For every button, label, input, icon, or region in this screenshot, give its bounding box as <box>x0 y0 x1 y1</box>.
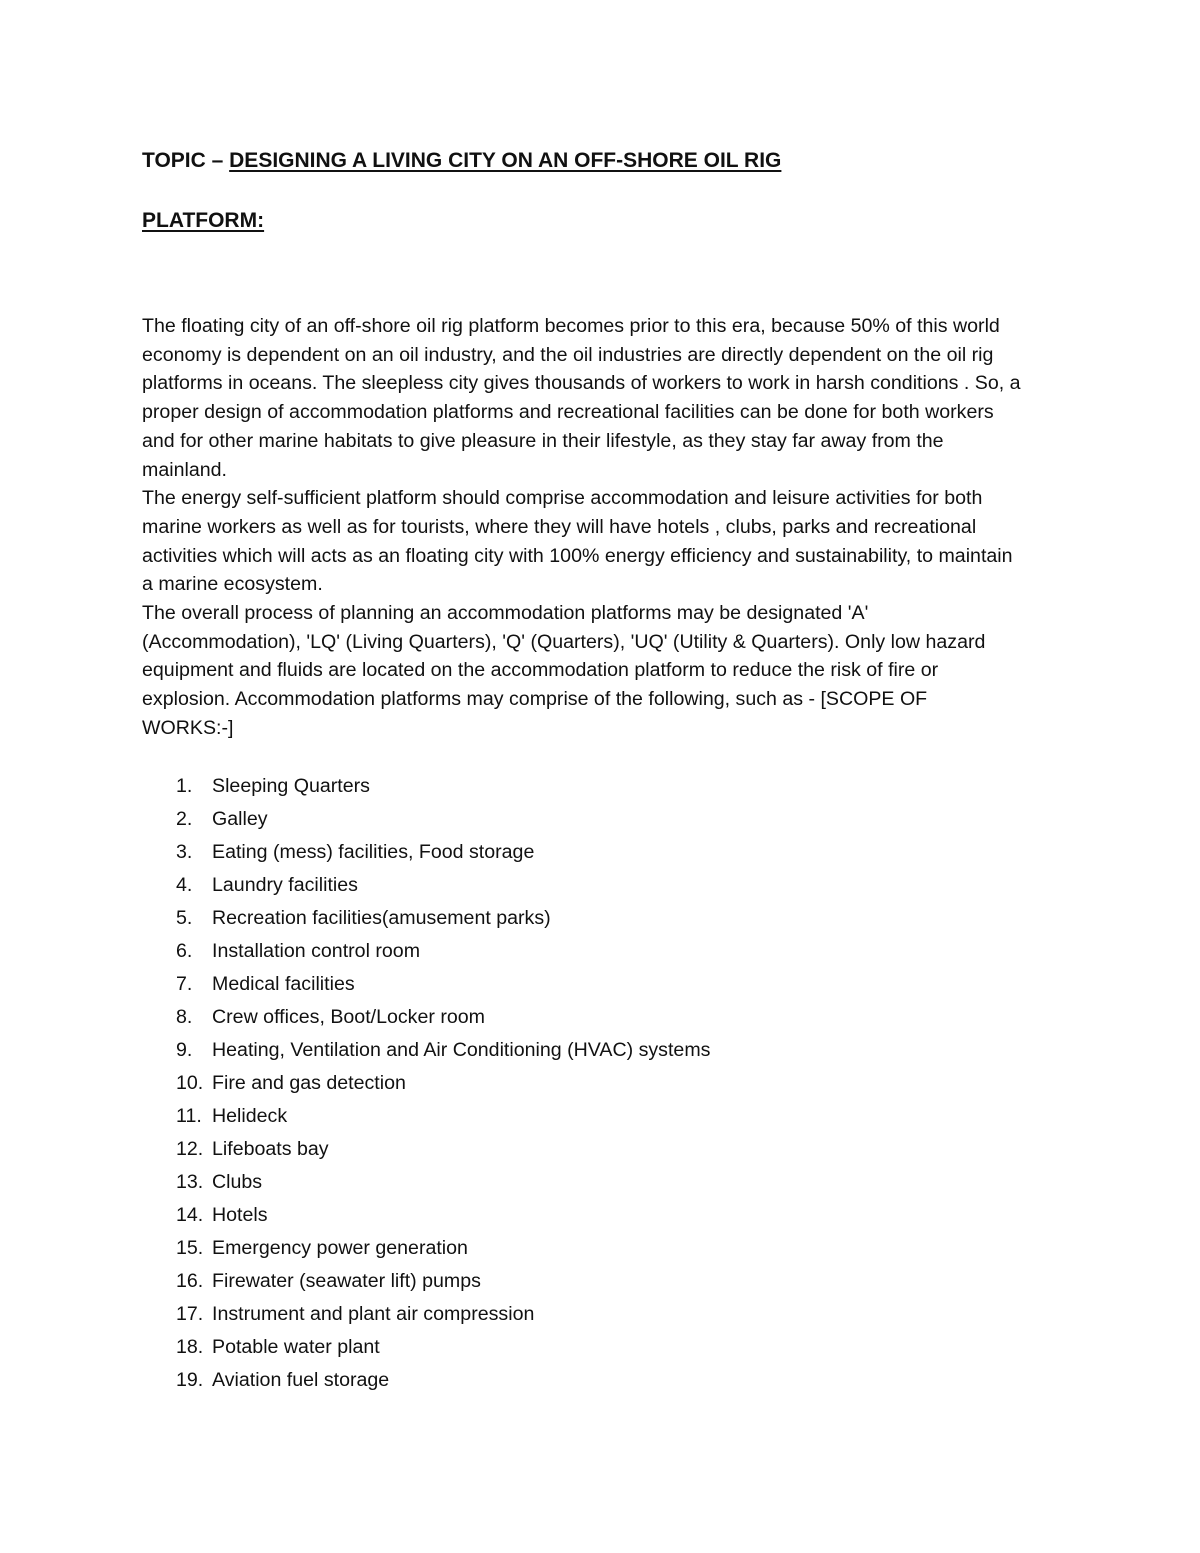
list-item <box>142 968 1022 1001</box>
list-item <box>142 1133 1022 1166</box>
list-item-text: Instrument and plant air compression <box>212 1303 535 1325</box>
title-line-2 <box>142 206 1082 236</box>
list-item-text: Firewater (seawater lift) pumps <box>212 1270 481 1292</box>
list-item-number: 3. <box>176 841 193 863</box>
list-item-number: 8. <box>176 1006 193 1028</box>
list-item <box>142 869 1022 902</box>
list-item-number: 1. <box>176 775 193 797</box>
paragraph: The energy self-sufficient platform should comprise accommodation and leisure activities for both marine workers as well as for tourists, where they will have hotels , clubs, parks and recreational activities which will acts as an floating city with 100% energy efficiency and sustainability, to maintain a marine ecosystem. <box>142 487 1013 596</box>
paragraph: The overall process of planning an accommodation platforms may be designated 'A' (Accommodation), 'LQ' (Living Quarters), 'Q' (Quarters), 'UQ' (Utility & Quarters). Only low hazard equipment and fluids are located on the accommodation platform to reduce the risk of fire or explosion. Accommodation platforms may comprise of the following, such as - [SCOPE OF WORKS:-] <box>142 602 986 739</box>
list-item-number: 15. <box>176 1237 204 1259</box>
list-item-number: 10. <box>176 1072 204 1094</box>
list-item <box>142 1265 1022 1298</box>
list-item-number: 12. <box>176 1138 204 1160</box>
list-item-number: 6. <box>176 940 193 962</box>
title-prefix: TOPIC – <box>142 149 230 172</box>
list-item <box>142 1100 1022 1133</box>
document-title <box>142 146 1082 236</box>
list-item-number: 13. <box>176 1171 204 1193</box>
list-item <box>142 935 1022 968</box>
title-line-1 <box>142 146 1082 176</box>
list-item-number: 4. <box>176 874 193 896</box>
scope-of-works-list <box>142 770 1022 1397</box>
list-item-text: Heating, Ventilation and Air Conditioning (HVAC) systems <box>212 1039 711 1061</box>
paragraph: The floating city of an off-shore oil rig platform becomes prior to this era, because 50% of this world economy is dependent on an oil industry, and the oil industries are directly dependent on the oil rig platforms in oceans. The sleepless city gives thousands of workers to work in harsh conditions . So, a proper design of accommodation platforms and recreational facilities can be done for both workers and for other marine habitats to give pleasure in their lifestyle, as they stay far away from the mainland. <box>142 315 1021 481</box>
list-item-text: Recreation facilities(amusement parks) <box>212 907 551 929</box>
list-item <box>142 902 1022 935</box>
list-item-number: 5. <box>176 907 193 929</box>
list-item-number: 11. <box>176 1105 202 1127</box>
list-item-text: Crew offices, Boot/Locker room <box>212 1006 485 1028</box>
list-item <box>142 1001 1022 1034</box>
list-item-text: Potable water plant <box>212 1336 380 1358</box>
list-item-text: Lifeboats bay <box>212 1138 329 1160</box>
list-item <box>142 1364 1022 1397</box>
list-item <box>142 1199 1022 1232</box>
list-item-number: 17. <box>176 1303 204 1325</box>
list-item-text: Galley <box>212 808 268 830</box>
list-item <box>142 1298 1022 1331</box>
list-item <box>142 836 1022 869</box>
list-item-text: Helideck <box>212 1105 288 1127</box>
list-item <box>142 1166 1022 1199</box>
list-item-text: Eating (mess) facilities, Food storage <box>212 841 535 863</box>
list-item <box>142 1034 1022 1067</box>
list-item-number: 18. <box>176 1336 204 1358</box>
list-item <box>142 770 1022 803</box>
body-text <box>142 312 1022 743</box>
list-item-text: Aviation fuel storage <box>212 1369 390 1391</box>
list-item-number: 7. <box>176 973 193 995</box>
list-item-text: Emergency power generation <box>212 1237 468 1259</box>
list-item <box>142 1067 1022 1100</box>
list-item <box>142 803 1022 836</box>
title-platform: PLATFORM: <box>142 209 265 232</box>
list-item-text: Hotels <box>212 1204 268 1226</box>
list-item-number: 16. <box>176 1270 204 1292</box>
list-item-text: Installation control room <box>212 940 421 962</box>
list-item-number: 9. <box>176 1039 193 1061</box>
list-item <box>142 1232 1022 1265</box>
list-item-text: Sleeping Quarters <box>212 775 370 797</box>
list-item-text: Medical facilities <box>212 973 355 995</box>
list-item-text: Clubs <box>212 1171 263 1193</box>
list-item-number: 19. <box>176 1369 204 1391</box>
list-item-text: Fire and gas detection <box>212 1072 406 1094</box>
list-item-number: 14. <box>176 1204 204 1226</box>
list-item-number: 2. <box>176 808 193 830</box>
list-item <box>142 1331 1022 1364</box>
list-item-text: Laundry facilities <box>212 874 358 896</box>
title-topic: DESIGNING A LIVING CITY ON AN OFF-SHORE OIL RIG <box>229 149 782 172</box>
